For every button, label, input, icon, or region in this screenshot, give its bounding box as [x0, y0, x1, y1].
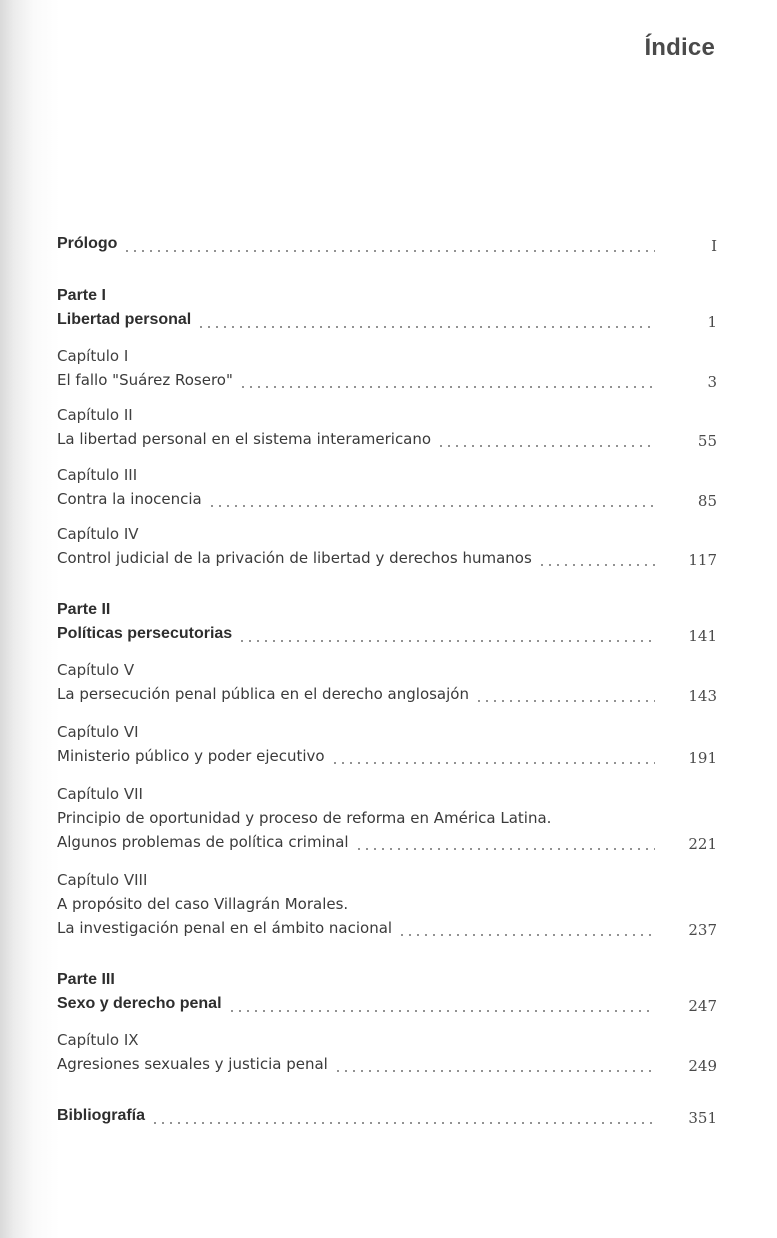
- toc-row: [57, 1054, 717, 1078]
- dot-leader: [151, 1122, 655, 1124]
- toc-chapter-3: [57, 465, 717, 513]
- chapter-title: La libertad personal en el sistema interamericano: [57, 430, 432, 448]
- toc-row: [57, 994, 717, 1018]
- toc-row: [57, 429, 717, 453]
- toc-part-2: [57, 600, 717, 648]
- chapter-title: Control judicial de la privación de libertad y derechos humanos: [57, 549, 532, 567]
- toc-entry-prologo: [57, 234, 717, 258]
- chapter-title: La investigación penal en el ámbito nacional: [57, 919, 393, 937]
- page-title: Índice: [644, 34, 715, 61]
- dot-leader: [208, 505, 655, 507]
- page-number: 247: [688, 997, 717, 1015]
- toc-entry-bibliografia: [57, 1106, 717, 1130]
- page-number: 3: [707, 373, 717, 391]
- chapter-title: Algunos problemas de política criminal: [57, 833, 349, 851]
- part-title: Libertad personal: [57, 311, 192, 328]
- chapter-label: Capítulo VI: [57, 723, 139, 741]
- toc-row: [57, 234, 717, 258]
- page-number: 249: [688, 1057, 717, 1075]
- chapter-label: Capítulo III: [57, 466, 138, 484]
- toc-row: [57, 1106, 717, 1130]
- chapter-label: Capítulo V: [57, 661, 135, 679]
- part-title: Sexo y derecho penal: [57, 995, 222, 1012]
- toc-chapter-2: [57, 405, 717, 453]
- dot-leader: [228, 1010, 655, 1012]
- dot-leader: [538, 564, 655, 566]
- chapter-label: Capítulo VII: [57, 785, 143, 803]
- part-label: Parte I: [57, 287, 106, 304]
- chapter-label: Capítulo VIII: [57, 871, 148, 889]
- dot-leader: [437, 445, 655, 447]
- page-number: 143: [688, 687, 717, 705]
- entry-title: Bibliografía: [57, 1107, 146, 1124]
- dot-leader: [331, 762, 655, 764]
- toc-chapter-8: [57, 870, 717, 942]
- dot-leader: [123, 250, 655, 252]
- toc-row: [57, 548, 717, 572]
- toc-chapter-4: [57, 524, 717, 572]
- toc-row: [57, 832, 717, 856]
- chapter-title: Agresiones sexuales y justicia penal: [57, 1055, 328, 1073]
- page-number: 141: [688, 627, 717, 645]
- toc-row: [57, 746, 717, 770]
- chapter-title: El fallo "Suárez Rosero": [57, 371, 233, 389]
- chapter-title-line: A propósito del caso Villagrán Morales.: [57, 895, 349, 913]
- toc-row: [57, 489, 717, 513]
- page-number: 191: [688, 749, 717, 767]
- dot-leader: [239, 386, 655, 388]
- page-number: I: [711, 237, 717, 255]
- dot-leader: [355, 848, 655, 850]
- toc-row: [57, 310, 717, 334]
- page-number: 237: [688, 921, 717, 939]
- chapter-label: Capítulo II: [57, 406, 133, 424]
- toc-part-1: [57, 286, 717, 334]
- page-number: 85: [697, 492, 717, 510]
- toc-chapter-1: [57, 346, 717, 394]
- chapter-title: Ministerio público y poder ejecutivo: [57, 747, 325, 765]
- chapter-label: Capítulo IV: [57, 525, 139, 543]
- dot-leader: [238, 640, 655, 642]
- dot-leader: [398, 934, 655, 936]
- toc-chapter-5: [57, 660, 717, 708]
- chapter-label: Capítulo I: [57, 347, 129, 365]
- toc-row: [57, 624, 717, 648]
- toc-chapter-6: [57, 722, 717, 770]
- page-number: 117: [688, 551, 717, 569]
- chapter-title: Contra la inocencia: [57, 490, 202, 508]
- toc-chapter-7: [57, 784, 717, 856]
- entry-title: Prólogo: [57, 235, 118, 252]
- toc-part-3: [57, 970, 717, 1018]
- dot-leader: [475, 700, 655, 702]
- toc-row: [57, 370, 717, 394]
- toc-row: [57, 918, 717, 942]
- page-number: 221: [688, 835, 717, 853]
- part-label: Parte II: [57, 601, 111, 618]
- chapter-title: La persecución penal pública en el derecho anglosajón: [57, 685, 469, 703]
- part-title: Políticas persecutorias: [57, 625, 233, 642]
- part-label: Parte III: [57, 971, 115, 988]
- page-number: 351: [688, 1109, 717, 1127]
- toc-chapter-9: [57, 1030, 717, 1078]
- dot-leader: [197, 326, 655, 328]
- page-number: 1: [707, 313, 717, 331]
- dot-leader: [334, 1070, 655, 1072]
- toc-row: [57, 684, 717, 708]
- page-number: 55: [697, 432, 717, 450]
- chapter-label: Capítulo IX: [57, 1031, 139, 1049]
- chapter-title-line: Principio de oportunidad y proceso de reforma en América Latina.: [57, 809, 552, 827]
